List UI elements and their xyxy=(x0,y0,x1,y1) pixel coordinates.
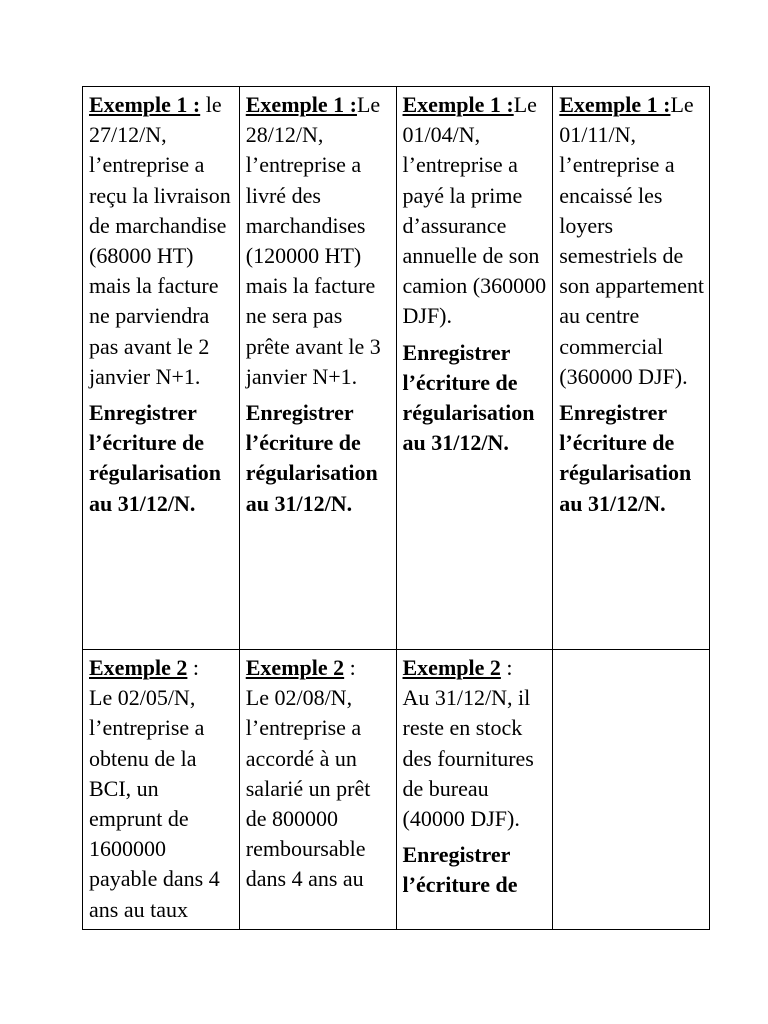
table-cell-empty xyxy=(553,650,710,930)
exercise-table xyxy=(82,86,710,930)
example-heading: Exemple 1 : xyxy=(89,92,201,117)
example-heading: Exemple 1 : xyxy=(559,92,671,117)
table-cell xyxy=(239,87,396,650)
heading-suffix: : xyxy=(187,655,200,680)
example-heading: Exemple 2 xyxy=(402,655,501,680)
example-task: Enregistrer l’écriture de régularisation au 31/12/N. xyxy=(245,400,378,516)
example-heading: Exemple 2 xyxy=(245,655,345,680)
example-body: Le 02/08/N, l’entreprise a accordé à un salarié un prêt de 800000 remboursable dans 4 ans au xyxy=(245,685,371,892)
example-body: le 27/12/N, l’entreprise a reçu la livraison de marchandise (68000 HT) mais la facture ne parviendra pas avant le 2 janvier N+1. xyxy=(89,92,231,389)
example-body: Le 01/04/N, l’entreprise a payé la prime d’assurance annuelle de son camion (360000 DJF). xyxy=(402,92,547,329)
table-cell xyxy=(83,87,240,650)
example-body: Le 28/12/N, l’entreprise a livré des marchandises (120000 HT) mais la facture ne sera pas prête avant le 3 janvier N+1. xyxy=(245,92,381,389)
heading-suffix: : xyxy=(344,655,356,680)
table-cell xyxy=(396,650,553,930)
example-task: Enregistrer l’écriture de xyxy=(402,842,518,898)
example-task: Enregistrer l’écriture de régularisation au 31/12/N. xyxy=(559,400,692,516)
example-body: Le 02/05/N, l’entreprise a obtenu de la BCI, un emprunt de 1600000 payable dans 4 ans au taux xyxy=(89,685,220,922)
table-cell xyxy=(83,650,240,930)
example-task: Enregistrer l’écriture de régularisation au 31/12/N. xyxy=(402,339,535,456)
table-cell xyxy=(239,650,396,930)
table-row xyxy=(83,87,710,650)
table-row xyxy=(83,650,710,930)
example-body: Au 31/12/N, il reste en stock des fournitures de bureau (40000 DJF). xyxy=(402,685,534,832)
example-heading: Exemple 1 : xyxy=(245,92,357,117)
table-cell xyxy=(553,87,710,650)
table-cell xyxy=(396,87,553,650)
example-task: Enregistrer l’écriture de régularisation au 31/12/N. xyxy=(89,400,221,516)
example-body: Le 01/11/N, l’entreprise a encaissé les loyers semestriels de son appartement au centre commercial (360000 DJF). xyxy=(559,92,705,389)
heading-suffix: : xyxy=(500,655,513,680)
example-heading: Exemple 1 : xyxy=(402,92,514,117)
example-heading: Exemple 2 xyxy=(89,655,188,680)
